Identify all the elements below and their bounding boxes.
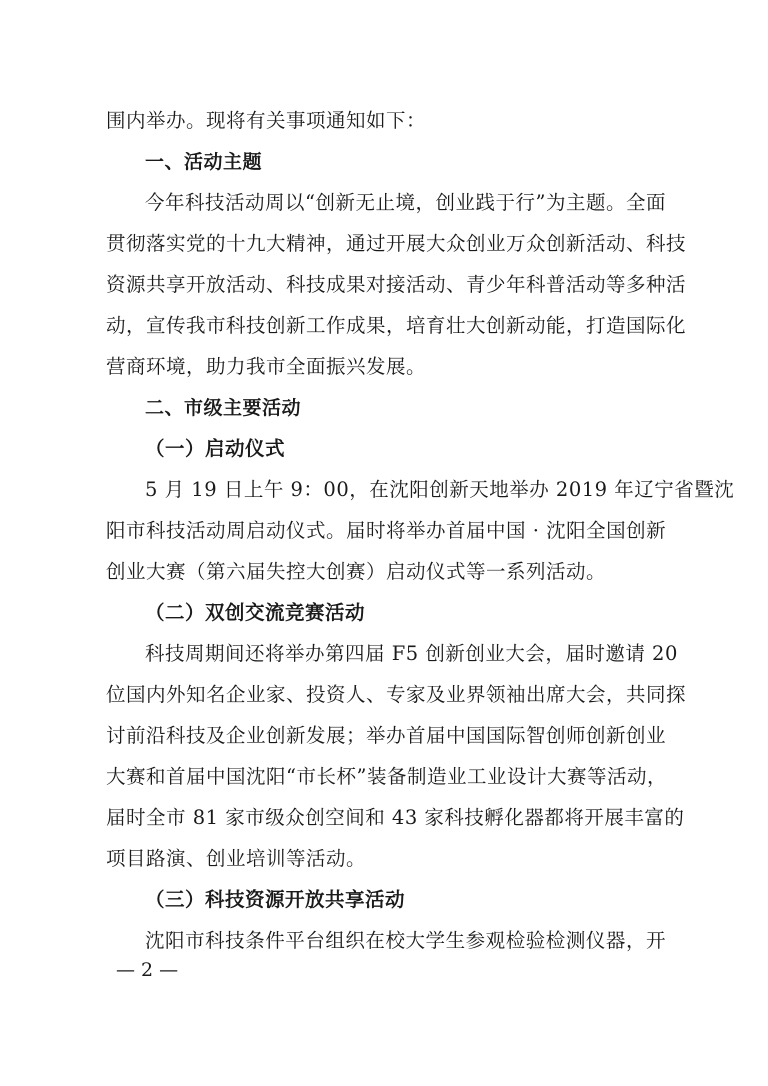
text-line: 5 月 19 日上午 9：00，在沈阳创新天地举办 2019 年辽宁省暨沈	[145, 478, 735, 501]
text-line: 项目路演、创业培训等活动。	[106, 847, 367, 870]
text-line: 营商环境，助力我市全面振兴发展。	[106, 355, 427, 378]
text-line: 动，宣传我市科技创新工作成果，培育壮大创新动能，打造国际化	[106, 314, 687, 337]
page-number: — 2 —	[116, 959, 179, 981]
text-line: 创业大赛（第六届失控大创赛）启动仪式等一系列活动。	[106, 560, 607, 583]
text-line: 贯彻落实党的十九大精神，通过开展大众创业万众创新活动、科技	[106, 232, 687, 255]
subsection-heading: （三）科技资源开放共享活动	[145, 888, 406, 911]
subsection-heading: （一）启动仪式	[145, 437, 286, 460]
text-line: 科技周期间还将举办第四届 F5 创新创业大会，届时邀请 20	[145, 642, 678, 665]
text-line: 资源共享开放活动、科技成果对接活动、青少年科普活动等多种活	[106, 273, 687, 296]
text-line: 位国内外知名企业家、投资人、专家及业界领袖出席大会，共同探	[106, 683, 687, 706]
subsection-heading: （二）双创交流竞赛活动	[145, 601, 366, 624]
text-line: 届时全市 81 家市级众创空间和 43 家科技孵化器都将开展丰富的	[106, 806, 685, 829]
text-line: 沈阳市科技条件平台组织在校大学生参观检验检测仪器，开	[145, 929, 666, 952]
text-line: 今年科技活动周以“创新无止境，创业践于行”为主题。全面	[145, 191, 666, 214]
text-line: 阳市科技活动周启动仪式。届时将举办首届中国 · 沈阳全国创新	[106, 519, 667, 542]
section-heading: 一、活动主题	[145, 151, 263, 173]
text-line: 讨前沿科技及企业创新发展；举办首届中国国际智创师创新创业	[106, 724, 667, 747]
section-heading: 二、市级主要活动	[145, 397, 302, 419]
text-line: 大赛和首届中国沈阳“市长杯”装备制造业工业设计大赛等活动，	[106, 765, 667, 788]
text-line: 围内举办。现将有关事项通知如下：	[106, 109, 427, 132]
